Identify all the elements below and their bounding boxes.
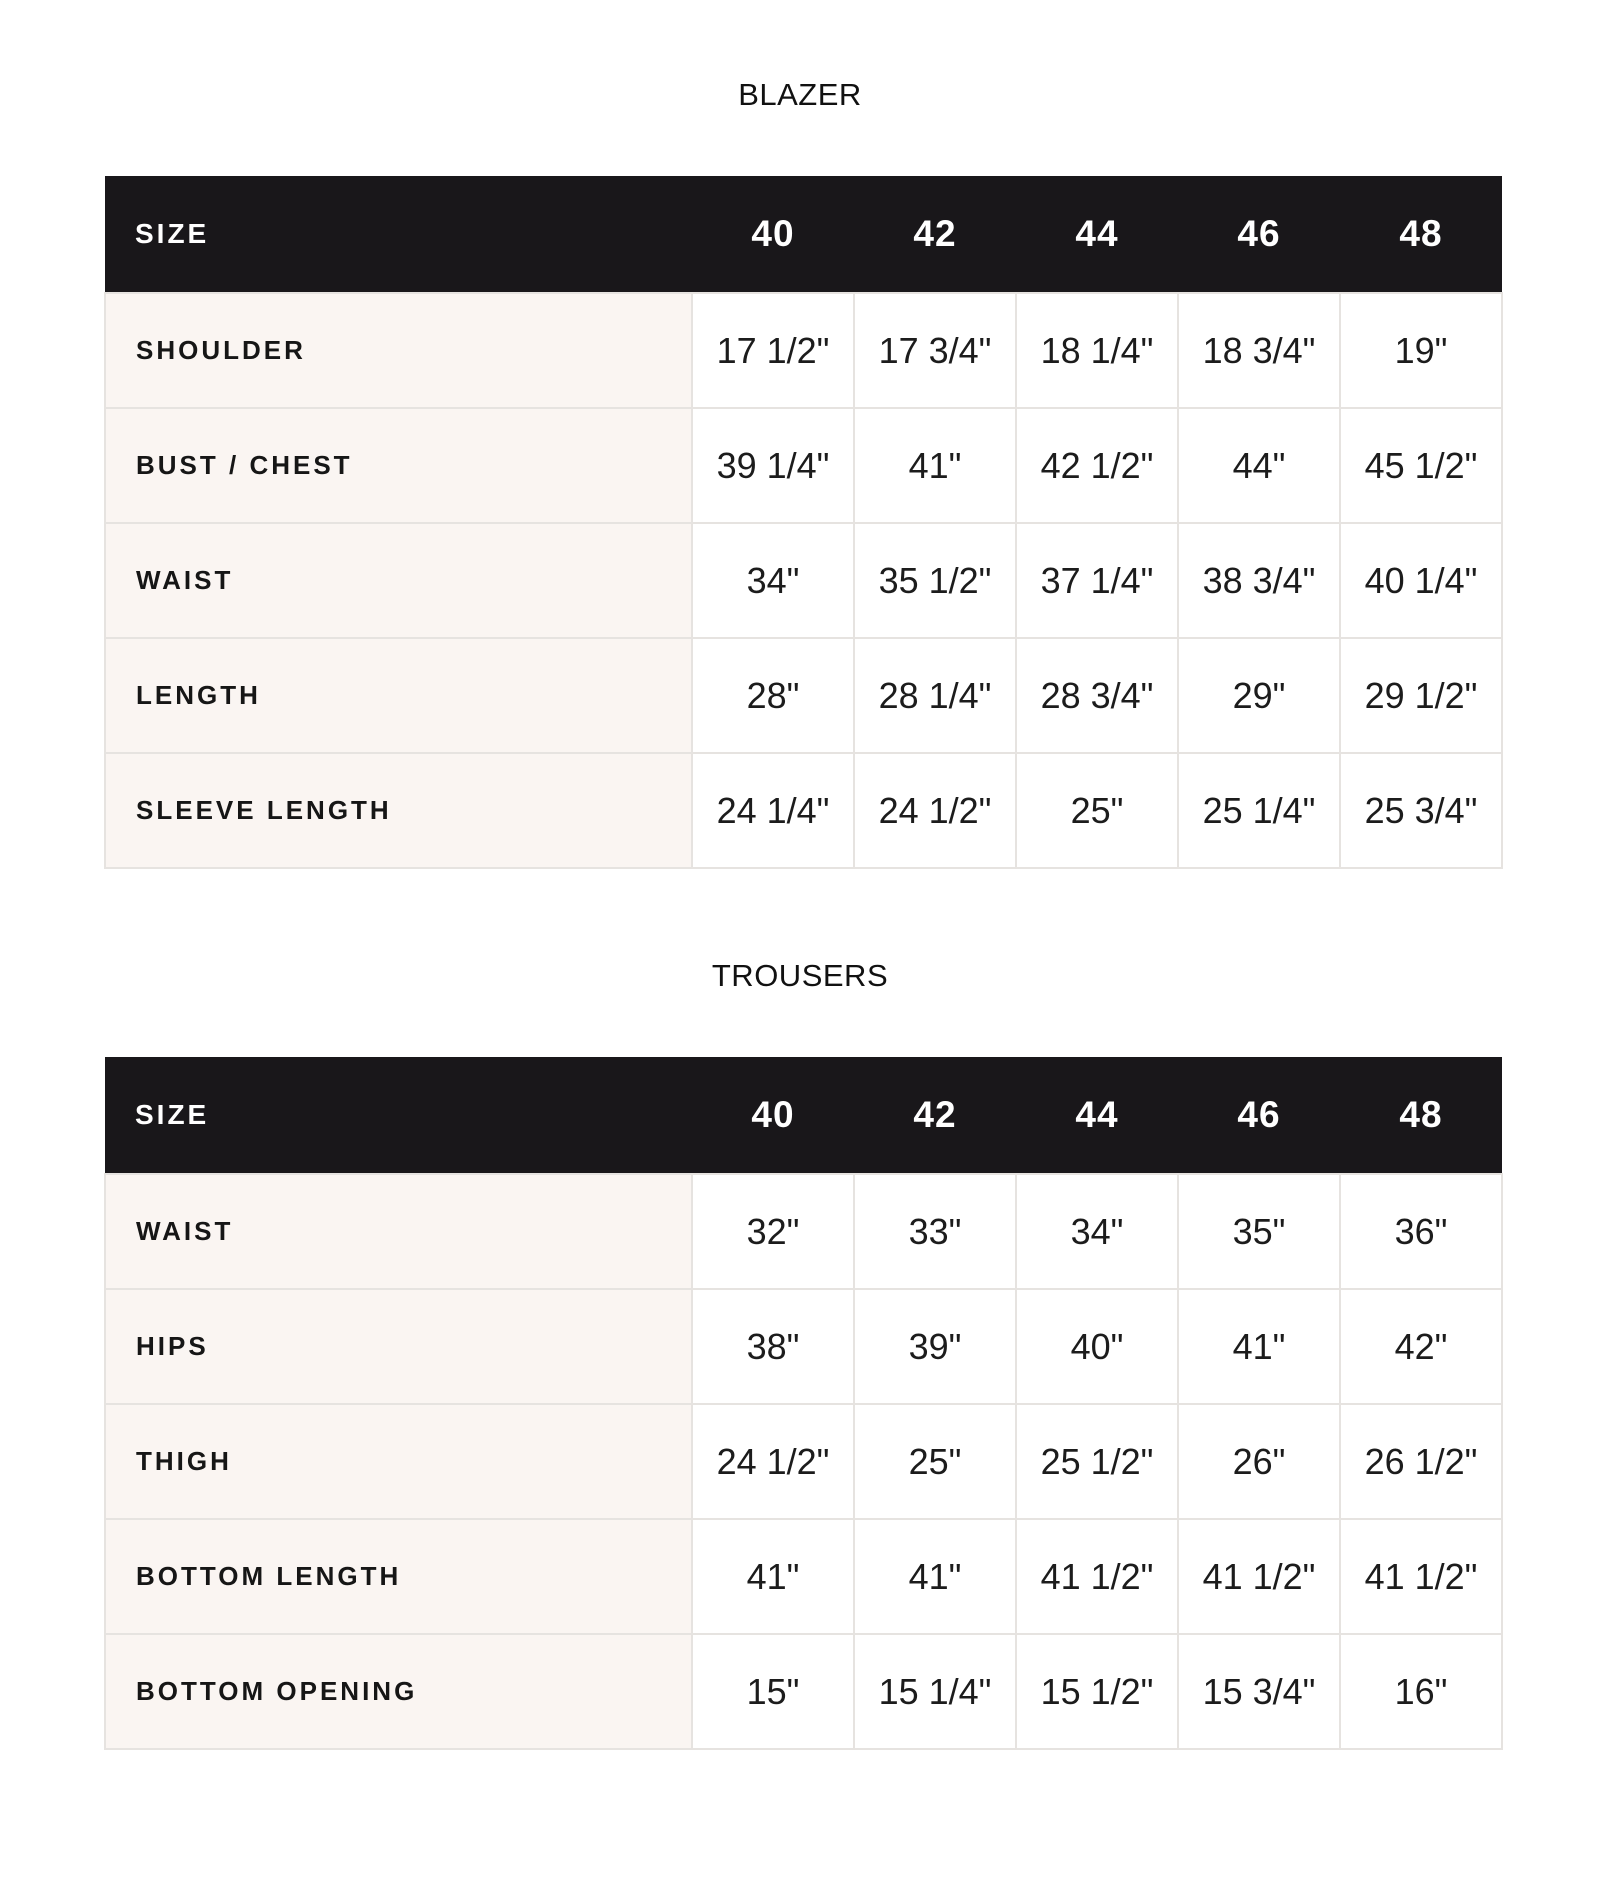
- measurement-cell: 36": [1340, 1174, 1502, 1289]
- measurement-cell: 41 1/2": [1178, 1519, 1340, 1634]
- size-header-44: 44: [1016, 1057, 1178, 1174]
- measurement-cell: 34": [1016, 1174, 1178, 1289]
- measurement-cell: 15 3/4": [1178, 1634, 1340, 1749]
- table-row: [105, 1174, 1502, 1289]
- measurement-cell: 25 1/4": [1178, 753, 1340, 868]
- table-row: [105, 523, 1502, 638]
- row-label-shoulder: SHOULDER: [105, 293, 692, 408]
- table-row: [105, 408, 1502, 523]
- measurement-cell: 41": [854, 1519, 1016, 1634]
- row-label-waist: WAIST: [105, 1174, 692, 1289]
- table-header-row: [105, 1057, 1502, 1174]
- table-row: [105, 753, 1502, 868]
- measurement-cell: 28 1/4": [854, 638, 1016, 753]
- table-row: [105, 1519, 1502, 1634]
- row-label-sleeve-length: SLEEVE LENGTH: [105, 753, 692, 868]
- size-header-48: 48: [1340, 1057, 1502, 1174]
- measurement-cell: 40": [1016, 1289, 1178, 1404]
- table-row: [105, 1404, 1502, 1519]
- measurement-cell: 41 1/2": [1016, 1519, 1178, 1634]
- measurement-cell: 25": [854, 1404, 1016, 1519]
- measurement-cell: 28 3/4": [1016, 638, 1178, 753]
- row-label-thigh: THIGH: [105, 1404, 692, 1519]
- measurement-cell: 39 1/4": [692, 408, 854, 523]
- measurement-cell: 26": [1178, 1404, 1340, 1519]
- measurement-cell: 15 1/4": [854, 1634, 1016, 1749]
- measurement-cell: 25": [1016, 753, 1178, 868]
- measurement-cell: 38": [692, 1289, 854, 1404]
- measurement-cell: 28": [692, 638, 854, 753]
- measurement-cell: 34": [692, 523, 854, 638]
- measurement-cell: 24 1/2": [854, 753, 1016, 868]
- measurement-cell: 44": [1178, 408, 1340, 523]
- measurement-cell: 40 1/4": [1340, 523, 1502, 638]
- trousers-size-table: [104, 1057, 1503, 1750]
- row-label-bust-chest: BUST / CHEST: [105, 408, 692, 523]
- table-header-row: [105, 176, 1502, 293]
- row-label-waist: WAIST: [105, 523, 692, 638]
- row-label-bottom-opening: BOTTOM OPENING: [105, 1634, 692, 1749]
- measurement-cell: 19": [1340, 293, 1502, 408]
- size-header-42: 42: [854, 1057, 1016, 1174]
- measurement-cell: 41 1/2": [1340, 1519, 1502, 1634]
- measurement-cell: 15": [692, 1634, 854, 1749]
- measurement-cell: 15 1/2": [1016, 1634, 1178, 1749]
- measurement-cell: 25 1/2": [1016, 1404, 1178, 1519]
- size-header-46: 46: [1178, 176, 1340, 293]
- table-row: [105, 293, 1502, 408]
- row-label-hips: HIPS: [105, 1289, 692, 1404]
- measurement-cell: 39": [854, 1289, 1016, 1404]
- table-row: [105, 638, 1502, 753]
- measurement-cell: 37 1/4": [1016, 523, 1178, 638]
- measurement-cell: 42": [1340, 1289, 1502, 1404]
- measurement-cell: 42 1/2": [1016, 408, 1178, 523]
- table-row: [105, 1634, 1502, 1749]
- measurement-cell: 45 1/2": [1340, 408, 1502, 523]
- measurement-cell: 18 3/4": [1178, 293, 1340, 408]
- size-header-label: SIZE: [105, 176, 692, 293]
- row-label-length: LENGTH: [105, 638, 692, 753]
- row-label-bottom-length: BOTTOM LENGTH: [105, 1519, 692, 1634]
- measurement-cell: 17 3/4": [854, 293, 1016, 408]
- measurement-cell: 17 1/2": [692, 293, 854, 408]
- size-header-44: 44: [1016, 176, 1178, 293]
- measurement-cell: 41": [692, 1519, 854, 1634]
- measurement-cell: 25 3/4": [1340, 753, 1502, 868]
- measurement-cell: 33": [854, 1174, 1016, 1289]
- size-header-label: SIZE: [105, 1057, 692, 1174]
- measurement-cell: 29": [1178, 638, 1340, 753]
- size-header-46: 46: [1178, 1057, 1340, 1174]
- measurement-cell: 32": [692, 1174, 854, 1289]
- measurement-cell: 35 1/2": [854, 523, 1016, 638]
- measurement-cell: 41": [854, 408, 1016, 523]
- measurement-cell: 38 3/4": [1178, 523, 1340, 638]
- blazer-size-table: [104, 176, 1503, 869]
- size-header-42: 42: [854, 176, 1016, 293]
- table-row: [105, 1289, 1502, 1404]
- measurement-cell: 16": [1340, 1634, 1502, 1749]
- size-header-48: 48: [1340, 176, 1502, 293]
- measurement-cell: 26 1/2": [1340, 1404, 1502, 1519]
- measurement-cell: 24 1/4": [692, 753, 854, 868]
- trousers-section-title: TROUSERS: [711, 958, 889, 993]
- measurement-cell: 29 1/2": [1340, 638, 1502, 753]
- blazer-section-title: BLAZER: [738, 77, 862, 112]
- measurement-cell: 18 1/4": [1016, 293, 1178, 408]
- measurement-cell: 41": [1178, 1289, 1340, 1404]
- measurement-cell: 24 1/2": [692, 1404, 854, 1519]
- measurement-cell: 35": [1178, 1174, 1340, 1289]
- size-header-40: 40: [692, 1057, 854, 1174]
- size-header-40: 40: [692, 176, 854, 293]
